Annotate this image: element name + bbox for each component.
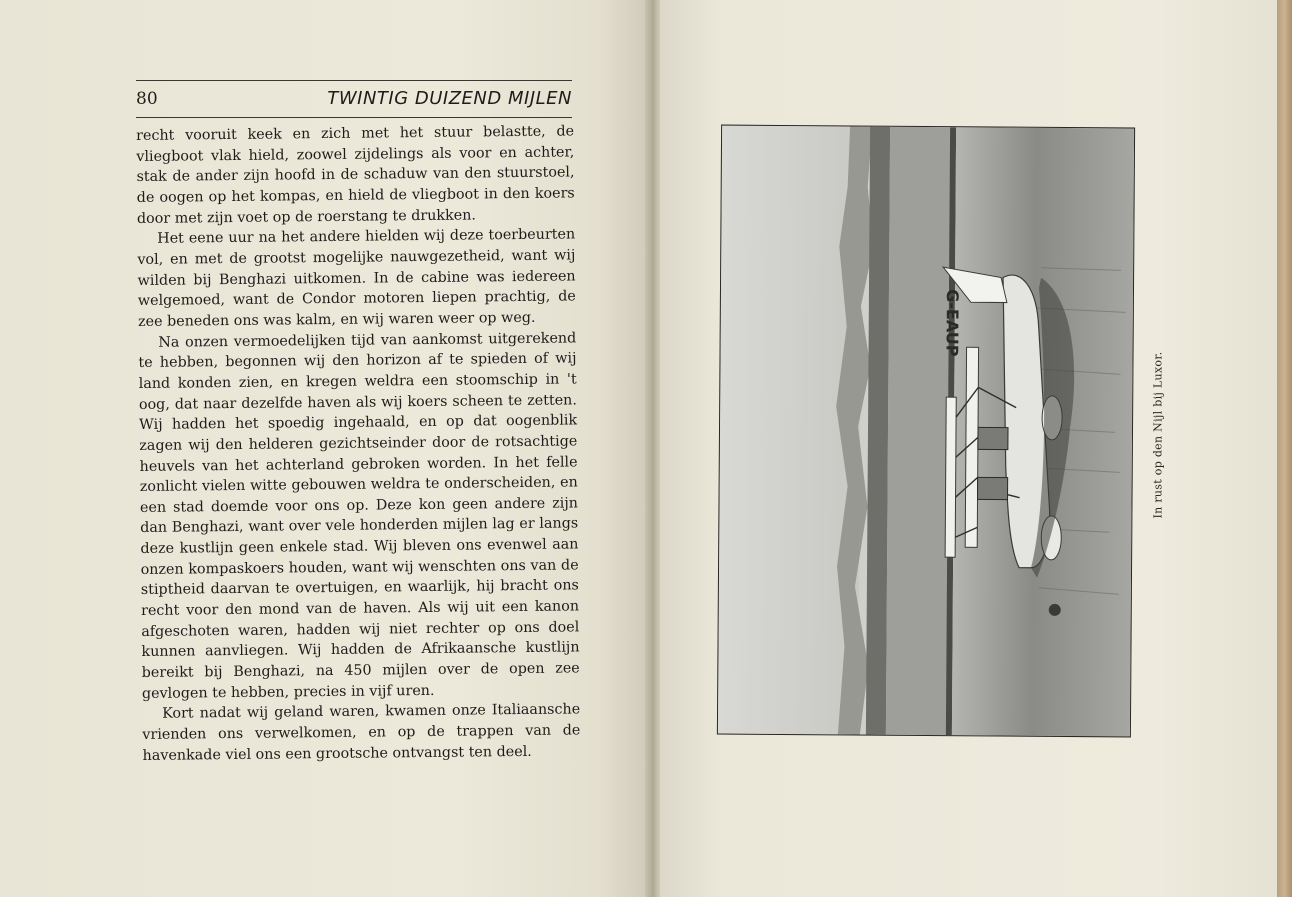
photo-plate (717, 125, 1135, 738)
running-title: TWINTIG DUIZEND MIJLEN (327, 88, 572, 109)
paragraph-4: Kort nadat wij geland waren, kwamen onze Italiaansche vrienden ons verwelkomen, en op de trappen van de havenkade viel ons een grootsche ontvangst ten deel. (142, 701, 581, 764)
page-number: 80 (136, 89, 158, 109)
seaplane-photo-icon (718, 126, 1134, 737)
photo-caption (1147, 350, 1169, 520)
riverbank (866, 127, 890, 735)
paragraph-2: Het eene uur na het andere hielden wij deze toerbeurten vol, en met de grootst mogelijke nauwgezetheid, want wij wilden bij Benghazi uitkomen. In de cabine was iedereen welgemoed, want de Condor motoren liepen prachtig, de zee beneden ons was kalm, en wij waren weer op weg. (137, 226, 576, 330)
shore-strip (886, 127, 952, 735)
running-header (136, 80, 572, 118)
page-edge (1277, 0, 1292, 897)
body-text (136, 121, 581, 766)
paragraph-3: Na onzen vermoedelijken tijd van aankomst uitgerekend te hebben, begonnen wij den horizon af te spieden of wij land konden zien, en kregen weldra een stoomschip in 't oog, dat naar dezelfde haven als wij koers scheen te zetten. Wij hadden het spoedig ingehaald, en op dat oogenblik zagen wij den helderen gezichtseinder door de rotsachtige heuvels van het achterland gebroken worden. In het felle zonlicht vielen witte gebouwen weldra te onderscheiden, en een stad doemde voor ons op. Deze kon geen andere zijn dan Benghazi, want over vele honderden mijlen lag er langs deze kustlijn geen enkele stad. Wij bleven ons evenwel aan onzen kompaskoers houden, want wij wenschten ons van de stiptheid daarvan te overtuigen, en waarlijk, hij bracht ons recht voor den mond van de haven. Als wij uit een kanon afgeschoten waren, hadden wij niet rechter op ons doel kunnen aanvliegen. Wij hadden de Afrikaansche kustlijn bereikt bij Benghazi, na 450 mijlen over de open zee gevlogen te hebben, precies in vijf uren. (138, 329, 580, 702)
caption-text: In rust op den Nijl bij Luxor. (1151, 351, 1165, 519)
registration-letters: G-EAUP (942, 289, 962, 357)
paragraph-1: recht vooruit keek en zich met het stuur belastte, de vliegboot vlak hield, zoowel zijdelings als voor en achter, stak de ander zijn hoofd in de schaduw van den stuurstoel, de oogen op het kompas, en hield de vliegboot in den koers door met zijn voet op de roerstang te drukken. (136, 123, 575, 227)
